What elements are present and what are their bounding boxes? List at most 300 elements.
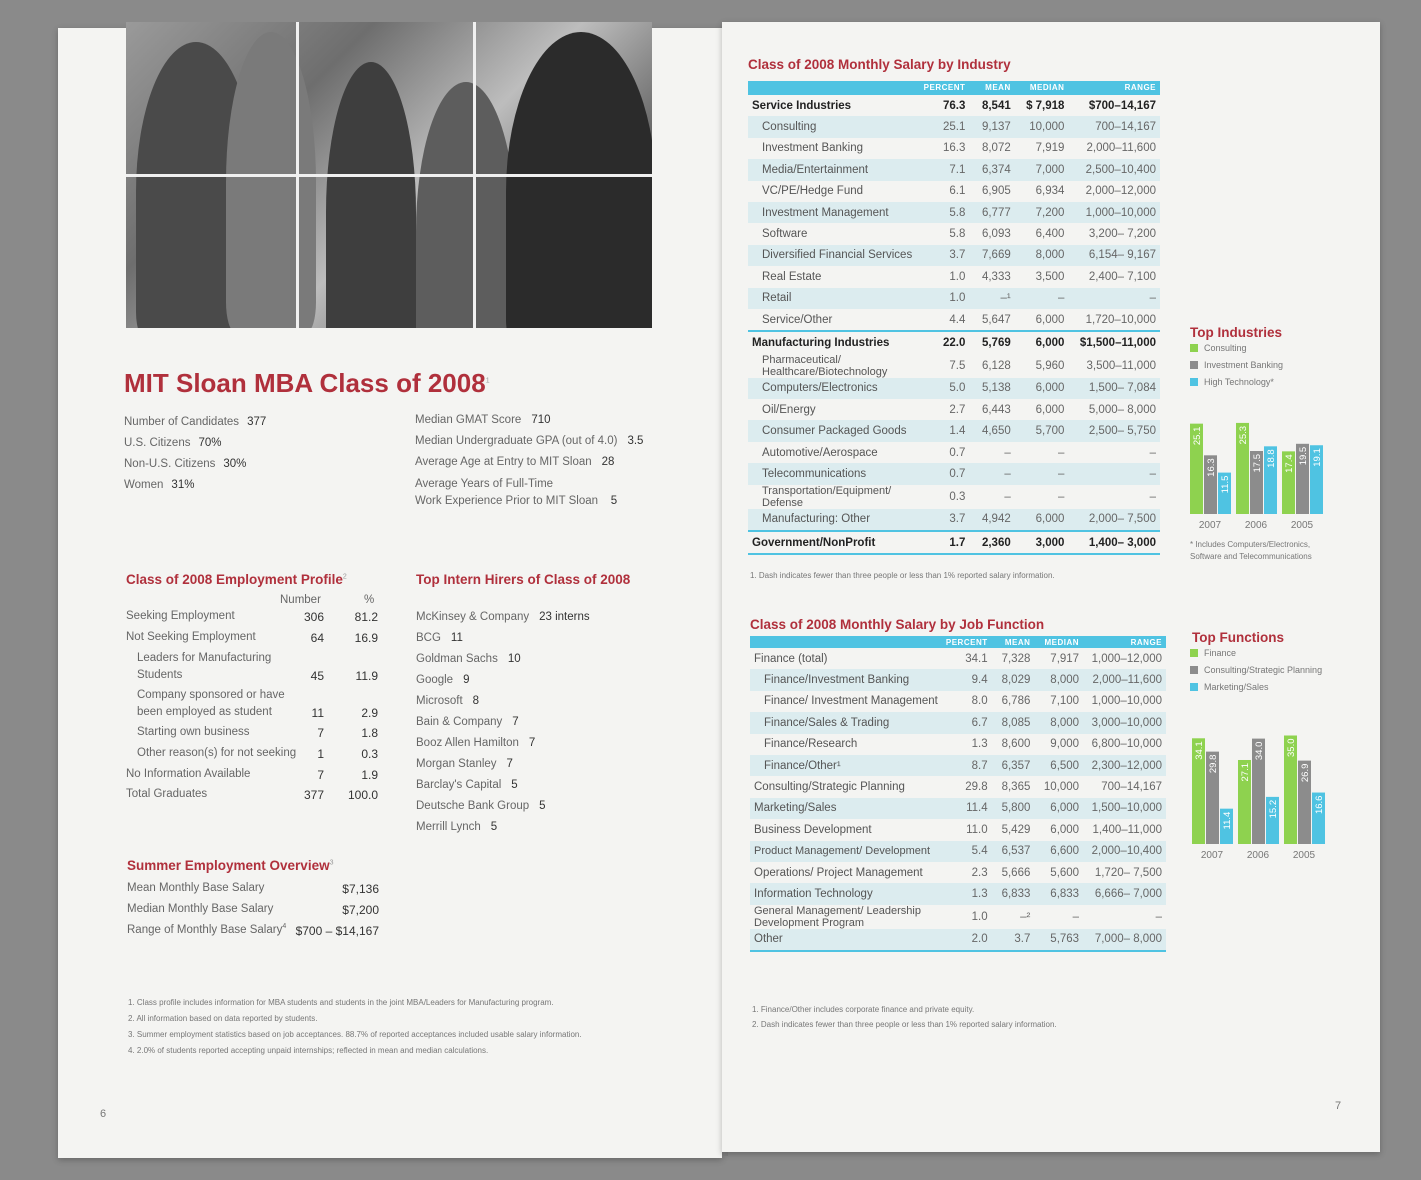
- cell-median: 5,763: [1034, 929, 1083, 951]
- cell-median: 6,000: [1015, 378, 1069, 399]
- employment-profile-title: Class of 2008 Employment Profile$^2$: [126, 572, 347, 587]
- cell-median: 5,960: [1035, 359, 1065, 372]
- col-median-2: MEDIAN: [1034, 636, 1083, 648]
- intern-count: 8: [472, 695, 480, 707]
- intern-row: [416, 737, 535, 749]
- table-row: [750, 712, 1166, 733]
- industry-salary-table: [748, 81, 1160, 555]
- cell-mean: 4,333: [981, 270, 1011, 283]
- table-row: [748, 420, 1160, 441]
- col-mean-2: MEAN: [992, 636, 1035, 648]
- cell-median: –: [1058, 490, 1065, 503]
- cell-label: Manufacturing: Other: [748, 509, 916, 531]
- cell-range: $700–14,167: [1068, 94, 1160, 116]
- cell-percent: 1.3: [971, 738, 988, 751]
- cell-median: 9,000: [1050, 738, 1080, 751]
- intern-count: 5: [490, 821, 498, 833]
- cell-percent: 1.4: [916, 420, 969, 441]
- table-row: [748, 463, 1160, 484]
- footnote: 4. 2.0% of students reported accepting unpaid internships; reflected in mean and median calculations.: [128, 1046, 489, 1055]
- summer-label-text: Median Monthly Base Salary: [127, 903, 274, 915]
- stat-row: [415, 414, 551, 426]
- cell-median: 3,000: [1015, 531, 1069, 554]
- cell-range: 700–14,167: [1068, 116, 1160, 137]
- cell-range: 2,500–10,400: [1068, 159, 1160, 180]
- emp-row-percent: 1.8: [361, 726, 378, 740]
- table-row: [748, 181, 1160, 202]
- stat-value: 31%: [171, 479, 195, 491]
- category-label: 2007: [1198, 520, 1222, 531]
- cell-label: Telecommunications: [748, 463, 916, 484]
- function-table-title: Class of 2008 Monthly Salary by Job Function: [750, 617, 1045, 632]
- cell-median: 7,200: [1015, 202, 1069, 223]
- legend-item: [1190, 682, 1269, 692]
- cell-range: –: [1149, 446, 1156, 459]
- cell-label: Investment Banking: [762, 142, 864, 155]
- cell-label: Marketing/Sales: [750, 798, 942, 819]
- cell-label: Media/Entertainment: [748, 159, 916, 180]
- emp-row-percent: 0.3: [361, 747, 378, 761]
- cell-mean: 7,328: [1001, 652, 1031, 665]
- cell-mean: 2,360: [969, 531, 1014, 554]
- cell-range: 3,000–10,000: [1083, 712, 1166, 733]
- cell-range: –: [1068, 288, 1160, 309]
- table-row: [750, 669, 1166, 690]
- category-label: 2005: [1292, 850, 1316, 861]
- table-row: [748, 288, 1160, 309]
- legend-label: Investment Banking: [1204, 360, 1284, 370]
- table-row: [748, 159, 1160, 180]
- cell-range: $1,500–11,000: [1068, 331, 1160, 353]
- bar-label: 27.1: [1240, 762, 1251, 782]
- stat-label: U.S. Citizens: [124, 437, 191, 449]
- intern-name: McKinsey & Company: [416, 611, 530, 623]
- legend-label: Finance: [1204, 648, 1237, 658]
- top-industries-chart: [1184, 402, 1344, 532]
- col-median: MEDIAN: [1015, 81, 1069, 94]
- bar-label: 15.2: [1268, 799, 1279, 819]
- intern-row: [416, 800, 546, 812]
- table-row: [750, 905, 1166, 929]
- footnote: 3. Summer employment statistics based on job acceptances. 88.7% of reported acceptances included usable salary information.: [128, 1030, 582, 1039]
- emp-row-percent: 100.0: [347, 788, 378, 802]
- cell-label: Service/Other: [762, 313, 833, 326]
- intern-name: Microsoft: [416, 695, 463, 707]
- legend-swatch: [1190, 649, 1198, 657]
- cell-label: Business Development: [754, 823, 872, 836]
- category-label: 2005: [1290, 520, 1314, 531]
- cell-percent: 3.7: [916, 245, 969, 266]
- summer-employment-title: Summer Employment Overview$^3$: [127, 858, 334, 873]
- intern-count: 7: [512, 716, 519, 728]
- col-percent-2: PERCENT: [942, 636, 992, 648]
- cell-median: 5,600: [1050, 866, 1080, 879]
- cell-mean: 8,541: [969, 94, 1014, 116]
- table-row: [748, 331, 1160, 353]
- cell-percent: 76.3: [916, 94, 969, 116]
- legend-item: [1190, 377, 1274, 387]
- stat-row: [124, 479, 194, 491]
- table-row: [750, 862, 1166, 883]
- legend-item: [1190, 343, 1247, 353]
- cell-mean: –: [1004, 446, 1011, 459]
- cell-label: Government/NonProfit: [748, 531, 916, 554]
- intern-hirers-title: Top Intern Hirers of Class of 2008: [416, 572, 631, 587]
- cell-range: 2,000–11,600: [1086, 142, 1156, 155]
- stat-work-line2: Work Experience Prior to MIT Sloan 5: [415, 495, 618, 507]
- cell-mean: 8,072: [981, 142, 1011, 155]
- legend-label: High Technology*: [1204, 377, 1274, 387]
- cell-mean: 6,357: [992, 755, 1035, 776]
- bar-label: 34.0: [1254, 741, 1265, 761]
- intern-count: 5: [539, 800, 546, 812]
- cell-mean: 8,029: [992, 669, 1035, 690]
- emp-row-label: Seeking Employment: [126, 610, 235, 622]
- cell-label: Manufacturing Industries: [748, 331, 916, 353]
- table-row: [748, 94, 1160, 116]
- intern-name: BCG: [416, 632, 441, 644]
- emp-row-label: Leaders for Manufacturing: [137, 652, 272, 664]
- emp-head-percent: %: [364, 594, 375, 606]
- cell-percent: 16.3: [943, 142, 966, 155]
- bar-label: 17.4: [1284, 454, 1295, 473]
- cell-mean: 6,128: [981, 359, 1011, 372]
- function-salary-table: [750, 636, 1166, 952]
- cell-mean: 6,374: [969, 159, 1014, 180]
- table-row: [750, 798, 1166, 819]
- stat-row: [124, 416, 266, 428]
- intern-row: [416, 758, 513, 770]
- table-row: [750, 841, 1166, 862]
- emp-row-number: 7: [317, 726, 324, 740]
- table-row: [750, 734, 1166, 755]
- emp-row-number: 11: [311, 706, 324, 720]
- table-row: [750, 755, 1166, 776]
- cell-label: Investment Management: [748, 202, 916, 223]
- emp-row-label-2: been employed as student: [137, 706, 272, 718]
- right-page: [722, 22, 1380, 1152]
- cell-range: 3,500–11,000: [1086, 359, 1156, 372]
- emp-row-percent: 11.9: [355, 669, 378, 683]
- cell-range: 1,000–10,000: [1068, 202, 1160, 223]
- cell-range: 2,400– 7,100: [1088, 270, 1156, 283]
- cell-range: 6,800–10,000: [1091, 738, 1162, 751]
- intern-count: 5: [511, 779, 518, 791]
- summer-label: [127, 924, 286, 936]
- legend-swatch: [1190, 361, 1198, 369]
- cell-mean: 6,833: [992, 883, 1035, 904]
- cell-label: Computers/Electronics: [748, 378, 916, 399]
- cell-range: 2,000–12,000: [1085, 185, 1156, 198]
- intern-name: Merrill Lynch: [416, 821, 481, 833]
- bar-label: 26.9: [1300, 763, 1311, 783]
- cell-percent: 0.7: [949, 446, 966, 459]
- cell-median: 7,000: [1015, 159, 1069, 180]
- bar-label: 11.4: [1222, 811, 1233, 830]
- top-industries-title: Top Industries: [1190, 325, 1283, 340]
- cell-percent: 0.7: [916, 463, 969, 484]
- class-photo: [126, 22, 652, 328]
- emp-row-number: 7: [317, 768, 324, 782]
- cell-mean: 5,429: [1001, 823, 1031, 836]
- table-row: [748, 138, 1160, 159]
- cell-label: Finance/Sales & Trading: [750, 712, 942, 733]
- cell-label: Software: [762, 228, 808, 241]
- stat-label: Median GMAT Score: [415, 414, 522, 426]
- cell-mean: 8,365: [1001, 781, 1031, 794]
- col-mean: MEAN: [969, 81, 1014, 94]
- cell-range: –: [1149, 490, 1156, 503]
- cell-percent: 2.7: [949, 403, 966, 416]
- cell-percent: 9.4: [942, 669, 992, 690]
- industry-table-title: Class of 2008 Monthly Salary by Industry: [748, 57, 1011, 72]
- cell-range: 1,500–10,000: [1083, 798, 1166, 819]
- cell-range: –: [1068, 463, 1160, 484]
- stat-label: Women: [124, 479, 164, 491]
- cell-median: 7,100: [1050, 695, 1080, 708]
- cell-label: Other: [750, 929, 942, 951]
- cell-percent: 1.3: [942, 883, 992, 904]
- cell-median: $ 7,918: [1015, 94, 1069, 116]
- cell-median: 10,000: [1043, 781, 1080, 794]
- cell-mean: 8,600: [1001, 738, 1031, 751]
- summer-value: $7,136: [342, 882, 379, 896]
- cell-range: 2,000– 7,500: [1068, 509, 1160, 531]
- cell-mean: 3.7: [992, 929, 1035, 951]
- summer-value: $7,200: [342, 903, 379, 917]
- cell-percent: 5.8: [916, 202, 969, 223]
- bar-label: 17.5: [1252, 454, 1263, 473]
- cell-range: 2,500– 5,750: [1068, 420, 1160, 441]
- cell-percent: 5.8: [949, 228, 966, 241]
- top-industries-footnote: * Includes Computers/Electronics, Software and Telecommunications: [1190, 540, 1312, 561]
- legend-label: Consulting: [1204, 343, 1247, 353]
- cell-percent: 2.3: [971, 866, 988, 879]
- cell-percent: 8.7: [942, 755, 992, 776]
- cell-percent: 5.4: [942, 841, 992, 862]
- intern-count: 7: [528, 737, 536, 749]
- emp-head-number: Number: [280, 594, 321, 606]
- summer-note: 4: [282, 923, 287, 931]
- table-row: [750, 819, 1166, 840]
- cell-median: 8,000: [1034, 669, 1083, 690]
- cell-range: 2,000–10,400: [1083, 841, 1166, 862]
- cell-percent: 7.1: [916, 159, 969, 180]
- bar-label: 19.1: [1312, 448, 1323, 467]
- cell-median: 6,500: [1034, 755, 1083, 776]
- cell-mean: 5,800: [992, 798, 1035, 819]
- summer-label: [127, 882, 264, 894]
- emp-row-percent: 1.9: [361, 768, 378, 782]
- cell-mean: 6,786: [1001, 695, 1031, 708]
- intern-row: [416, 611, 590, 623]
- table-row: [748, 509, 1160, 531]
- table-row: [748, 202, 1160, 223]
- cell-label: Finance/Investment Banking: [750, 669, 942, 690]
- cell-median: 6,400: [1035, 228, 1065, 241]
- cell-label: Finance/ Investment Management: [764, 695, 938, 708]
- intern-name: Google: [416, 674, 454, 686]
- cell-range: 1,400– 3,000: [1068, 531, 1160, 554]
- cell-median: 6,000: [1035, 313, 1065, 326]
- emp-row-label: Company sponsored or have: [137, 689, 285, 701]
- stat-label: Non-U.S. Citizens: [124, 458, 216, 470]
- cell-range: 1,000–10,000: [1091, 695, 1162, 708]
- cell-median: 10,000: [1015, 116, 1069, 137]
- emp-row-label: Starting own business: [137, 726, 250, 738]
- cell-median: –: [1072, 910, 1080, 923]
- cell-range: 2,300–12,000: [1083, 755, 1166, 776]
- cell-mean: 9,137: [969, 116, 1014, 137]
- cell-median: 8,000: [1015, 245, 1069, 266]
- emp-row-label: No Information Available: [126, 768, 251, 780]
- stat-value: 3.5: [627, 435, 644, 447]
- bar-label: 35.0: [1286, 738, 1297, 757]
- cell-median: 6,600: [1034, 841, 1083, 862]
- table-row: [748, 223, 1160, 244]
- cell-percent: 3.7: [916, 509, 969, 531]
- page-number-right: 7: [1335, 1100, 1342, 1112]
- industry-footnote: 1. Dash indicates fewer than three people or less than 1% reported salary information.: [750, 571, 1055, 580]
- bar-label: 34.1: [1194, 741, 1205, 760]
- cell-median: 6,000: [1035, 403, 1065, 416]
- stat-row: [415, 456, 614, 468]
- col-percent: PERCENT: [916, 81, 969, 94]
- legend-item: [1190, 665, 1322, 675]
- legend-swatch: [1190, 683, 1198, 691]
- emp-row-label: Total Graduates: [126, 788, 208, 800]
- cell-percent: 4.4: [949, 313, 966, 326]
- cell-percent: 1.7: [916, 531, 969, 554]
- col-range-2: RANGE: [1083, 636, 1166, 648]
- cell-median: 6,000: [1050, 823, 1080, 836]
- intern-name: Goldman Sachs: [416, 653, 498, 665]
- footnote: 2. All information based on data reported by students.: [128, 1014, 318, 1023]
- cell-percent: 8.0: [971, 695, 988, 708]
- cell-range: 6,666– 7,000: [1083, 883, 1166, 904]
- emp-row-number: 64: [310, 631, 324, 645]
- cell-median: 7,917: [1050, 652, 1080, 665]
- emp-row-number: 1: [317, 747, 324, 761]
- emp-row-percent: 2.9: [361, 706, 378, 720]
- table-row: [748, 531, 1160, 554]
- intern-name: Booz Allen Hamilton: [416, 737, 519, 749]
- table-row: [750, 648, 1166, 669]
- cell-percent: 2.0: [942, 929, 992, 951]
- category-label: 2007: [1200, 850, 1224, 861]
- cell-percent: 1.0: [916, 288, 969, 309]
- legend-swatch: [1190, 666, 1198, 674]
- legend-label: Consulting/Strategic Planning: [1204, 665, 1323, 675]
- legend-label: Marketing/Sales: [1204, 682, 1269, 692]
- cell-percent: 6.1: [949, 185, 966, 198]
- cell-range: 1,500– 7,084: [1068, 378, 1160, 399]
- left-page: [58, 28, 722, 1158]
- cell-percent: 0.3: [949, 490, 966, 503]
- intern-count: 10: [507, 653, 521, 665]
- cell-percent: 6.7: [942, 712, 992, 733]
- table-row: [748, 266, 1160, 287]
- cell-median: 5,700: [1015, 420, 1069, 441]
- table-row: [748, 485, 1160, 509]
- cell-label: Diversified Financial Services: [748, 245, 916, 266]
- table-row: [748, 116, 1160, 137]
- cell-percent: 11.0: [966, 823, 988, 836]
- table-row: [748, 354, 1160, 378]
- intern-name: Bain & Company: [416, 716, 503, 728]
- cell-label: Consumer Packaged Goods: [748, 420, 916, 441]
- bar-label: 25.3: [1238, 425, 1249, 445]
- cell-median: 6,000: [1015, 509, 1069, 531]
- cell-percent: 1.0: [971, 910, 988, 923]
- intern-row: [416, 779, 518, 791]
- cell-mean: 6,537: [992, 841, 1035, 862]
- cell-label: Automotive/Aerospace: [762, 446, 878, 459]
- top-functions-chart: [1186, 716, 1346, 862]
- intern-count: 11: [450, 632, 463, 644]
- cell-range: 6,154– 9,167: [1068, 245, 1160, 266]
- cell-mean: 5,138: [969, 378, 1014, 399]
- emp-row-percent: 16.9: [354, 631, 378, 645]
- bar-label: 18.8: [1266, 449, 1277, 468]
- cell-mean: 4,942: [969, 509, 1014, 531]
- intern-count: 7: [506, 758, 513, 770]
- cell-label: VC/PE/Hedge Fund: [762, 185, 864, 198]
- table-row: [748, 245, 1160, 266]
- emp-row-number: 45: [310, 669, 324, 683]
- cell-label: Real Estate: [762, 270, 822, 283]
- cell-median: 6,833: [1034, 883, 1083, 904]
- cell-label: Finance/Other¹: [750, 755, 942, 776]
- cell-mean: 5,666: [1001, 866, 1031, 879]
- table-row: [748, 378, 1160, 399]
- footnote: 1. Class profile includes information for MBA students and students in the joint MBA/Leaders for Manufacturing program.: [128, 998, 554, 1007]
- cell-median: –: [1058, 446, 1065, 459]
- cell-percent: 7.5: [949, 359, 966, 372]
- category-label: 2006: [1246, 850, 1270, 861]
- cell-median: 6,000: [1034, 798, 1083, 819]
- emp-row-number: 377: [303, 788, 324, 802]
- stat-value: 28: [601, 456, 615, 468]
- summer-label: [127, 903, 273, 915]
- cell-mean: –: [969, 463, 1014, 484]
- intern-name: Deutsche Bank Group: [416, 800, 530, 812]
- stat-row: [124, 458, 246, 470]
- emp-row-label: Not Seeking Employment: [126, 631, 256, 643]
- cell-median: 8,000: [1034, 712, 1083, 733]
- intern-row: [416, 695, 479, 707]
- cell-range: 700–14,167: [1101, 781, 1162, 794]
- cell-median: 6,000: [1015, 331, 1069, 353]
- stat-work-line1: Average Years of Full-Time: [415, 478, 554, 490]
- intern-count: 23 interns: [539, 611, 590, 623]
- cell-percent: 11.4: [942, 798, 992, 819]
- cell-label: Pharmaceutical/ Healthcare/Biotechnology: [762, 353, 888, 378]
- intern-count: 9: [463, 674, 470, 686]
- cell-range: 7,000– 8,000: [1083, 929, 1166, 951]
- stat-label: Median Undergraduate GPA (out of 4.0): [415, 435, 618, 447]
- cell-median: 6,934: [1035, 185, 1065, 198]
- cell-percent: 34.1: [965, 652, 988, 665]
- stat-row: [415, 435, 643, 447]
- cell-median: –: [1015, 288, 1069, 309]
- table-row: [748, 399, 1160, 420]
- intern-name: Morgan Stanley: [416, 758, 497, 770]
- cell-percent: 1.0: [949, 270, 966, 283]
- cell-mean: 5,647: [981, 313, 1011, 326]
- cell-label: Oil/Energy: [762, 403, 816, 416]
- cell-mean: –: [1004, 490, 1011, 503]
